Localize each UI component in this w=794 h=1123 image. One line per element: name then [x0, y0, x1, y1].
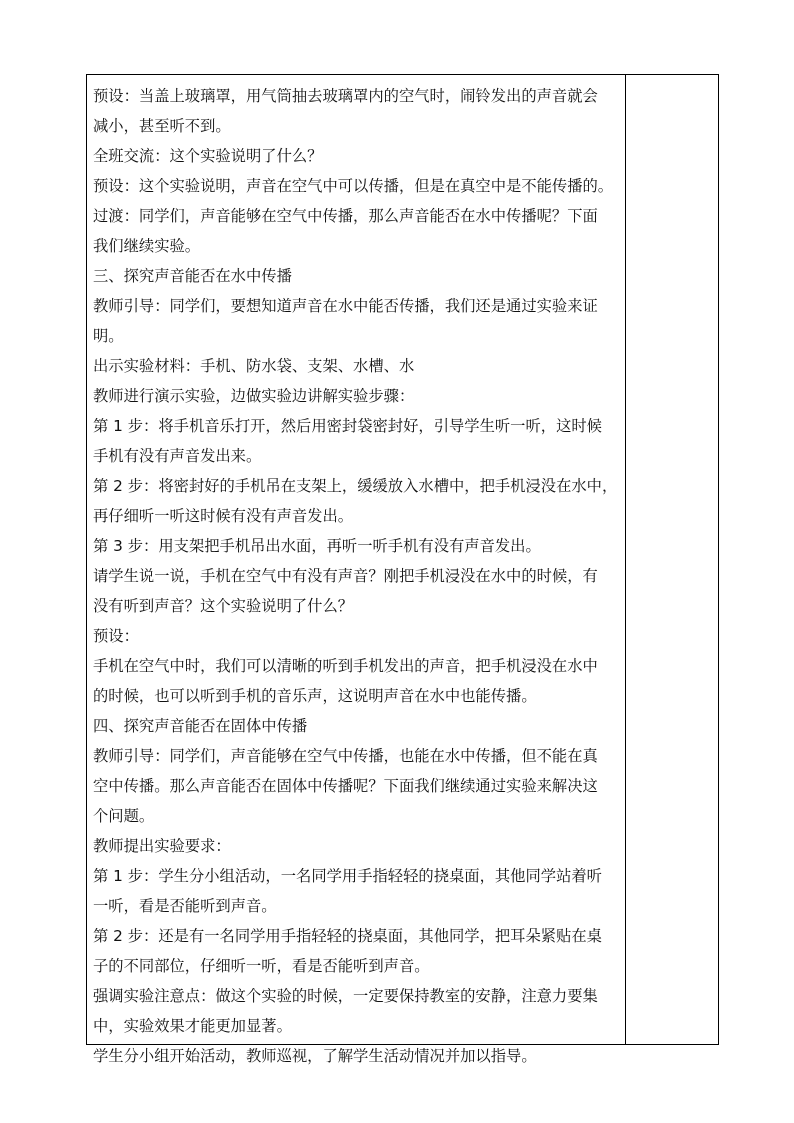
text-line: 的时候，也可以听到手机的音乐声，这说明声音在水中也能传播。: [93, 687, 537, 705]
text-line: 强调实验注意点：做这个实验的时候，一定要保持教室的安静，注意力要集: [93, 987, 598, 1005]
text-line: 第 1 步：将手机音乐打开，然后用密封袋密封好，引导学生听一听，这时候: [93, 417, 602, 435]
text-line: 四、探究声音能否在固体中传播: [93, 717, 308, 735]
text-line: 明。: [93, 327, 124, 345]
notes-cell: [626, 75, 718, 1044]
text-line: 过渡：同学们，声音能够在空气中传播，那么声音能否在水中传播呢？下面: [93, 207, 598, 225]
text-line: 再仔细听一听这时候有没有声音发出。: [93, 507, 354, 525]
text-line: 减小，甚至听不到。: [93, 117, 231, 135]
lesson-content-cell: [93, 81, 619, 1071]
text-line: 教师提出实验要求：: [93, 837, 231, 855]
text-line: 我们继续实验。: [93, 237, 201, 255]
text-line: 全班交流：这个实验说明了什么？: [93, 147, 323, 165]
text-line: 预设：当盖上玻璃罩，用气筒抽去玻璃罩内的空气时，闹铃发出的声音就会: [93, 87, 598, 105]
text-line: 第 1 步：学生分小组活动，一名同学用手指轻轻的挠桌面，其他同学站着听: [93, 867, 602, 885]
text-line: 三、探究声音能否在水中传播: [93, 267, 292, 285]
text-line: 出示实验材料：手机、防水袋、支架、水槽、水: [93, 357, 415, 375]
text-line: 请学生说一说，手机在空气中有没有声音？刚把手机浸没在水中的时候，有: [93, 567, 598, 585]
text-line: 手机在空气中时，我们可以清晰的听到手机发出的声音，把手机浸没在水中: [93, 657, 598, 675]
text-line: 预设：: [93, 627, 139, 645]
text-line: 一听，看是否能听到声音。: [93, 897, 277, 915]
text-line: 空中传播。那么声音能否在固体中传播呢？下面我们继续通过实验来解决这: [93, 777, 598, 795]
text-line: 教师引导：同学们，声音能够在空气中传播，也能在水中传播，但不能在真: [93, 747, 598, 765]
text-line: 预设：这个实验说明，声音在空气中可以传播，但是在真空中是不能传播的。: [93, 177, 614, 195]
text-line: 子的不同部位，仔细听一听，看是否能听到声音。: [93, 957, 430, 975]
text-line: 手机有没有声音发出来。: [93, 447, 262, 465]
text-line: 第 2 步：还是有一名同学用手指轻轻的挠桌面，其他同学，把耳朵紧贴在桌: [93, 927, 602, 945]
text-line: 中，实验效果才能更加显著。: [93, 1017, 292, 1035]
text-line: 教师进行演示实验，边做实验边讲解实验步骤：: [93, 387, 415, 405]
text-line: 没有听到声音？这个实验说明了什么？: [93, 597, 354, 615]
text-line: 个问题。: [93, 807, 155, 825]
lesson-plan-table: [86, 74, 719, 1065]
text-line: 教师引导：同学们，要想知道声音在水中能否传播，我们还是通过实验来证: [93, 297, 598, 315]
text-line: 第 3 步：用支架把手机吊出水面，再听一听手机有没有声音发出。: [93, 537, 541, 555]
text-line: 学生分小组开始活动，教师巡视，了解学生活动情况并加以指导。: [93, 1047, 537, 1065]
text-line: 第 2 步：将密封好的手机吊在支架上，缓缓放入水槽中，把手机浸没在水中，: [93, 477, 618, 495]
